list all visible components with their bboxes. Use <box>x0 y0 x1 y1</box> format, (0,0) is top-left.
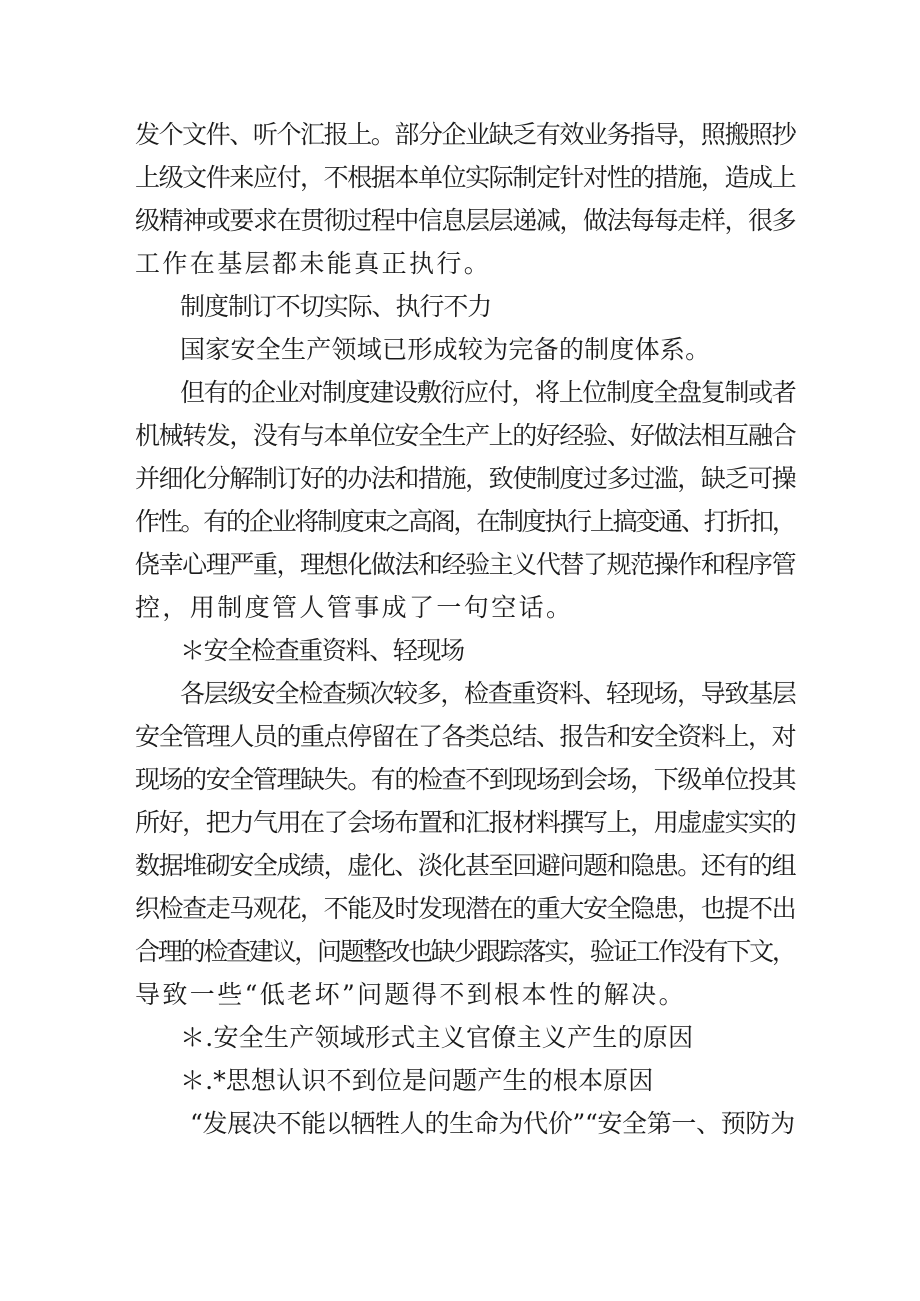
text-line: 安全管理人员的重点停留在了各类总结、报告和安全资料上，对 <box>135 722 796 751</box>
paragraph-line: “发展决不能以牺牲人的生命为代价”“安全第一、预防为 <box>190 1109 795 1138</box>
text-line: 所好，把力气用在了会场布置和汇报材料撰写上，用虚虚实实的 <box>135 808 796 837</box>
paragraph-line: 国家安全生产领域已形成较为完备的制度体系。 <box>180 335 711 364</box>
text-line: 数据堆砌安全成绩，虚化、淡化甚至回避问题和隐患。还有的组 <box>135 851 796 880</box>
section-heading: ＊.*思想认识不到位是问题产生的根本原因 <box>180 1066 654 1095</box>
text-line: 级精神或要求在贯彻过程中信息层层递减，做法每每走样，很多 <box>135 206 796 235</box>
section-heading: ＊.安全生产领域形式主义官僚主义产生的原因 <box>180 1023 694 1052</box>
section-heading: 制度制订不切实际、执行不力 <box>180 292 492 321</box>
text-line: 织检查走马观花，不能及时发现潜在的重大安全隐患，也提不出 <box>135 894 796 923</box>
paragraph-line: 但有的企业对制度建设敷衍应付，将上位制度全盘复制或者 <box>180 378 796 407</box>
text-line: 侥幸心理严重，理想化做法和经验主义代替了规范操作和程序管 <box>135 550 796 579</box>
text-line: 现场的安全管理缺失。有的检查不到现场到会场，下级单位投其 <box>135 765 796 794</box>
text-line: 作性。有的企业将制度束之高阁，在制度执行上搞变通、打折扣， <box>135 507 795 536</box>
text-line: 并细化分解制订好的办法和措施，致使制度过多过滥，缺乏可操 <box>135 464 796 493</box>
paragraph-line: 各层级安全检查频次较多，检查重资料、轻现场，导致基层 <box>180 679 796 708</box>
text-line: 工作在基层都未能真正执行。 <box>135 249 492 278</box>
text-line: 上级文件来应付，不根据本单位实际制定针对性的措施，造成上 <box>135 163 796 192</box>
text-line: 导致一些“低老坏”问题得不到根本性的解决。 <box>135 980 686 1009</box>
text-line: 机械转发，没有与本单位安全生产上的好经验、好做法相互融合 <box>135 421 796 450</box>
section-heading: ＊安全检查重资料、轻现场 <box>180 636 464 665</box>
text-line: 合理的检查建议，问题整改也缺少跟踪落实，验证工作没有下文， <box>135 937 795 966</box>
text-line: 控，用制度管人管事成了一句空话。 <box>135 593 574 622</box>
text-line: 发个文件、听个汇报上。部分企业缺乏有效业务指导，照搬照抄 <box>135 120 796 149</box>
